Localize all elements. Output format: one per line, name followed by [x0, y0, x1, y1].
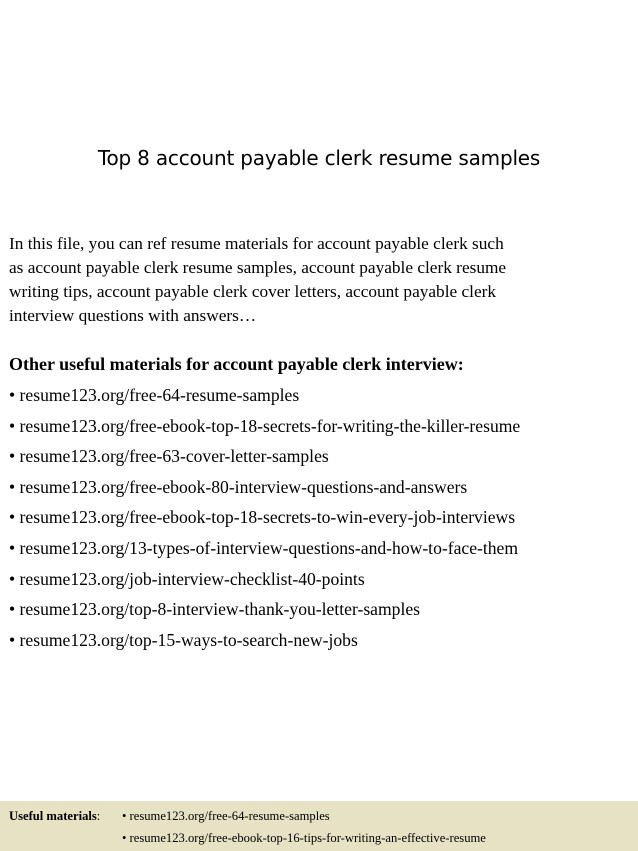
footer-label — [9, 807, 100, 825]
footer-bar — [0, 801, 638, 851]
intro-paragraph — [9, 232, 631, 328]
material-link[interactable]: • resume123.org/top-8-interview-thank-you-letter-samples — [9, 599, 420, 620]
intro-line: interview questions with answers… — [9, 306, 257, 325]
intro-line: In this file, you can ref resume materials for account payable clerk such — [9, 234, 504, 253]
material-link[interactable]: • resume123.org/free-ebook-top-18-secrets-to-win-every-job-interviews — [9, 507, 516, 528]
materials-list — [9, 380, 634, 655]
footer-label-separator: : — [96, 809, 101, 823]
material-link[interactable]: • resume123.org/free-63-cover-letter-samples — [9, 446, 329, 467]
footer-label-text: Useful materials — [9, 809, 97, 823]
footer-link[interactable]: • resume123.org/free-ebook-top-16-tips-for-writing-an-effective-resume — [122, 831, 486, 845]
material-link[interactable]: • resume123.org/top-15-ways-to-search-new-jobs — [9, 629, 358, 650]
document-title: Top 8 account payable clerk resume samples — [97, 146, 541, 170]
material-link[interactable]: • resume123.org/free-ebook-80-interview-questions-and-answers — [9, 476, 468, 497]
footer-link[interactable]: • resume123.org/free-64-resume-samples — [122, 809, 330, 823]
material-link[interactable]: • resume123.org/free-64-resume-samples — [9, 385, 300, 405]
materials-heading: Other useful materials for account payable clerk interview: — [9, 354, 464, 374]
material-link[interactable]: • resume123.org/job-interview-checklist-40-points — [9, 568, 365, 589]
material-link[interactable]: • resume123.org/free-ebook-top-18-secrets-for-writing-the-killer-resume — [9, 415, 521, 436]
footer-links — [122, 807, 486, 851]
intro-line: as account payable clerk resume samples, account payable clerk resume — [9, 258, 507, 277]
intro-line: writing tips, account payable clerk cover letters, account payable clerk — [9, 282, 497, 301]
material-link[interactable]: • resume123.org/13-types-of-interview-questions-and-how-to-face-them — [9, 537, 519, 558]
